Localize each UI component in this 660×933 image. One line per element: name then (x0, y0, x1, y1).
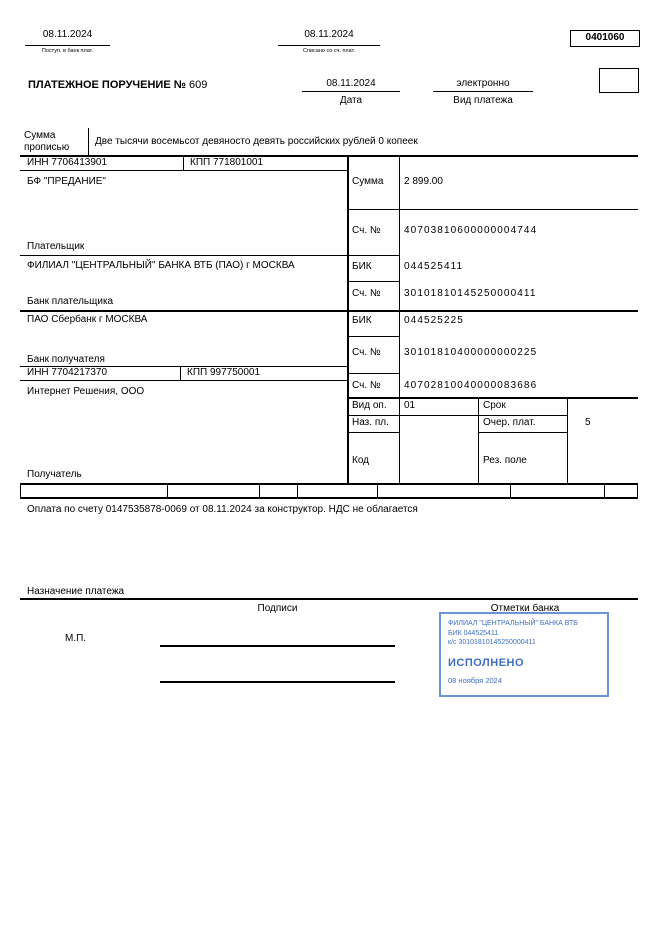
payee-kpp: КПП 997750001 (187, 367, 261, 378)
divider (567, 397, 568, 484)
payer-name: БФ "ПРЕДАНИЕ" (27, 176, 106, 187)
payee-bank-account-value: 30101810400000000225 (404, 347, 538, 358)
payer-bank-bik-label: БИК (352, 261, 372, 272)
amount-words-value: Две тысячи восемьсот девяносто девять российских рублей 0 копеек (95, 136, 418, 147)
form-code: 0401060 (585, 32, 625, 43)
divider (604, 483, 605, 498)
payee-bank-bik-label: БИК (352, 315, 372, 326)
divider (347, 155, 349, 484)
amount-words-label: Сумма прописью (24, 130, 70, 153)
priority-label: Очер. плат. (483, 417, 536, 428)
sum-label: Сумма (352, 176, 384, 187)
payer-bank-name: ФИЛИАЛ "ЦЕНТРАЛЬНЫЙ" БАНКА ВТБ (ПАО) г МОСКВА (27, 260, 295, 271)
divider (20, 483, 21, 498)
payee-label: Получатель (27, 469, 82, 480)
divider (347, 281, 399, 282)
payer-bank-label: Банк плательщика (27, 296, 114, 307)
reserve-field-label: Рез. поле (483, 455, 527, 466)
divider (297, 483, 298, 498)
divider (20, 155, 638, 157)
divider (377, 483, 378, 498)
stamp-corr-account: к/с 30101810145250000411 (448, 639, 536, 646)
received-in-bank-label: Поступ. в банк плат. (41, 48, 94, 54)
payer-bank-account-value: 30101810145250000411 (404, 288, 537, 299)
document-date: 08.11.2024 (326, 78, 376, 89)
divider (278, 45, 380, 46)
op-kind-label: Вид оп. (352, 400, 387, 411)
received-in-bank-date: 08.11.2024 (42, 29, 93, 40)
divider (478, 397, 479, 484)
pay-purpose-code-label: Наз. пл. (352, 417, 389, 428)
payment-kind-value: электронно (456, 78, 510, 89)
sum-value: 2 899.00 (404, 176, 443, 187)
signatures-label: Подписи (257, 603, 298, 614)
divider (25, 45, 110, 46)
divider (510, 483, 511, 498)
divider (347, 336, 399, 337)
payee-bank-name: ПАО Сбербанк г МОСКВА (27, 314, 148, 325)
divider (433, 91, 533, 92)
payee-bank-label: Банк получателя (27, 354, 105, 365)
payee-account-label: Сч. № (352, 380, 381, 391)
payer-inn: ИНН 7706413901 (27, 157, 108, 168)
divider (347, 373, 399, 374)
code-label: Код (352, 455, 370, 466)
op-kind-value: 01 (404, 400, 416, 411)
stamp-bik: БИК 044525411 (448, 629, 499, 637)
divider (20, 310, 638, 312)
term-label: Срок (483, 400, 506, 411)
payee-bank-bik-value: 044525225 (404, 315, 464, 326)
payer-kpp: КПП 771801001 (190, 157, 264, 168)
payment-kind-code-box (599, 68, 639, 93)
payment-purpose-label: Назначение платежа (27, 586, 125, 597)
divider (180, 366, 181, 380)
divider (347, 209, 638, 210)
date-label: Дата (339, 95, 363, 106)
document-title: ПЛАТЕЖНОЕ ПОРУЧЕНИЕ № (28, 79, 186, 91)
payee-name: Интернет Решения, ООО (27, 386, 145, 397)
payment-kind-label: Вид платежа (453, 95, 513, 106)
debited-from-account-label: Списано со сч. плат. (302, 48, 356, 54)
divider (347, 432, 399, 433)
divider (637, 483, 638, 498)
divider (347, 415, 567, 416)
stamp-bank-name: ФИЛИАЛ "ЦЕНТРАЛЬНЫЙ" БАНКА ВТБ (448, 620, 578, 627)
divider (259, 483, 260, 498)
divider (20, 170, 347, 171)
divider (347, 397, 638, 399)
stamp-date: 08 ноября 2024 (448, 675, 503, 685)
bank-marks-label: Отметки банка (490, 603, 560, 614)
bank-stamp (439, 612, 609, 697)
payer-account-label: Сч. № (352, 225, 381, 236)
payer-bank-account-label: Сч. № (352, 288, 381, 299)
payer-label: Плательщик (27, 241, 85, 252)
payment-purpose-text: Оплата по счету 0147535878-0069 от 08.11.2024 за конструктор. НДС не облагается (27, 504, 418, 515)
payee-inn: ИНН 7704217370 (27, 367, 108, 378)
signature-line (160, 645, 395, 647)
form-code-box (570, 30, 640, 47)
divider (183, 157, 184, 170)
signature-line (160, 681, 395, 683)
debited-from-account-date: 08.11.2024 (304, 29, 354, 40)
payee-bank-account-label: Сч. № (352, 347, 381, 358)
divider (302, 91, 400, 92)
divider (20, 380, 347, 381)
divider (20, 497, 638, 499)
document-number: 609 (189, 79, 208, 91)
payer-account-value: 40703810600000004744 (404, 225, 538, 236)
divider (20, 483, 638, 485)
priority-value: 5 (585, 417, 591, 428)
stamp-status: ИСПОЛНЕНО (448, 656, 525, 669)
divider (478, 432, 567, 433)
divider (20, 255, 399, 256)
divider (20, 598, 638, 600)
divider (167, 483, 168, 498)
payee-account-value: 40702810040000083686 (404, 380, 538, 391)
payer-bank-bik-value: 044525411 (404, 261, 464, 272)
stamp-place-label: М.П. (65, 633, 87, 644)
divider (88, 128, 89, 155)
divider (399, 155, 400, 484)
